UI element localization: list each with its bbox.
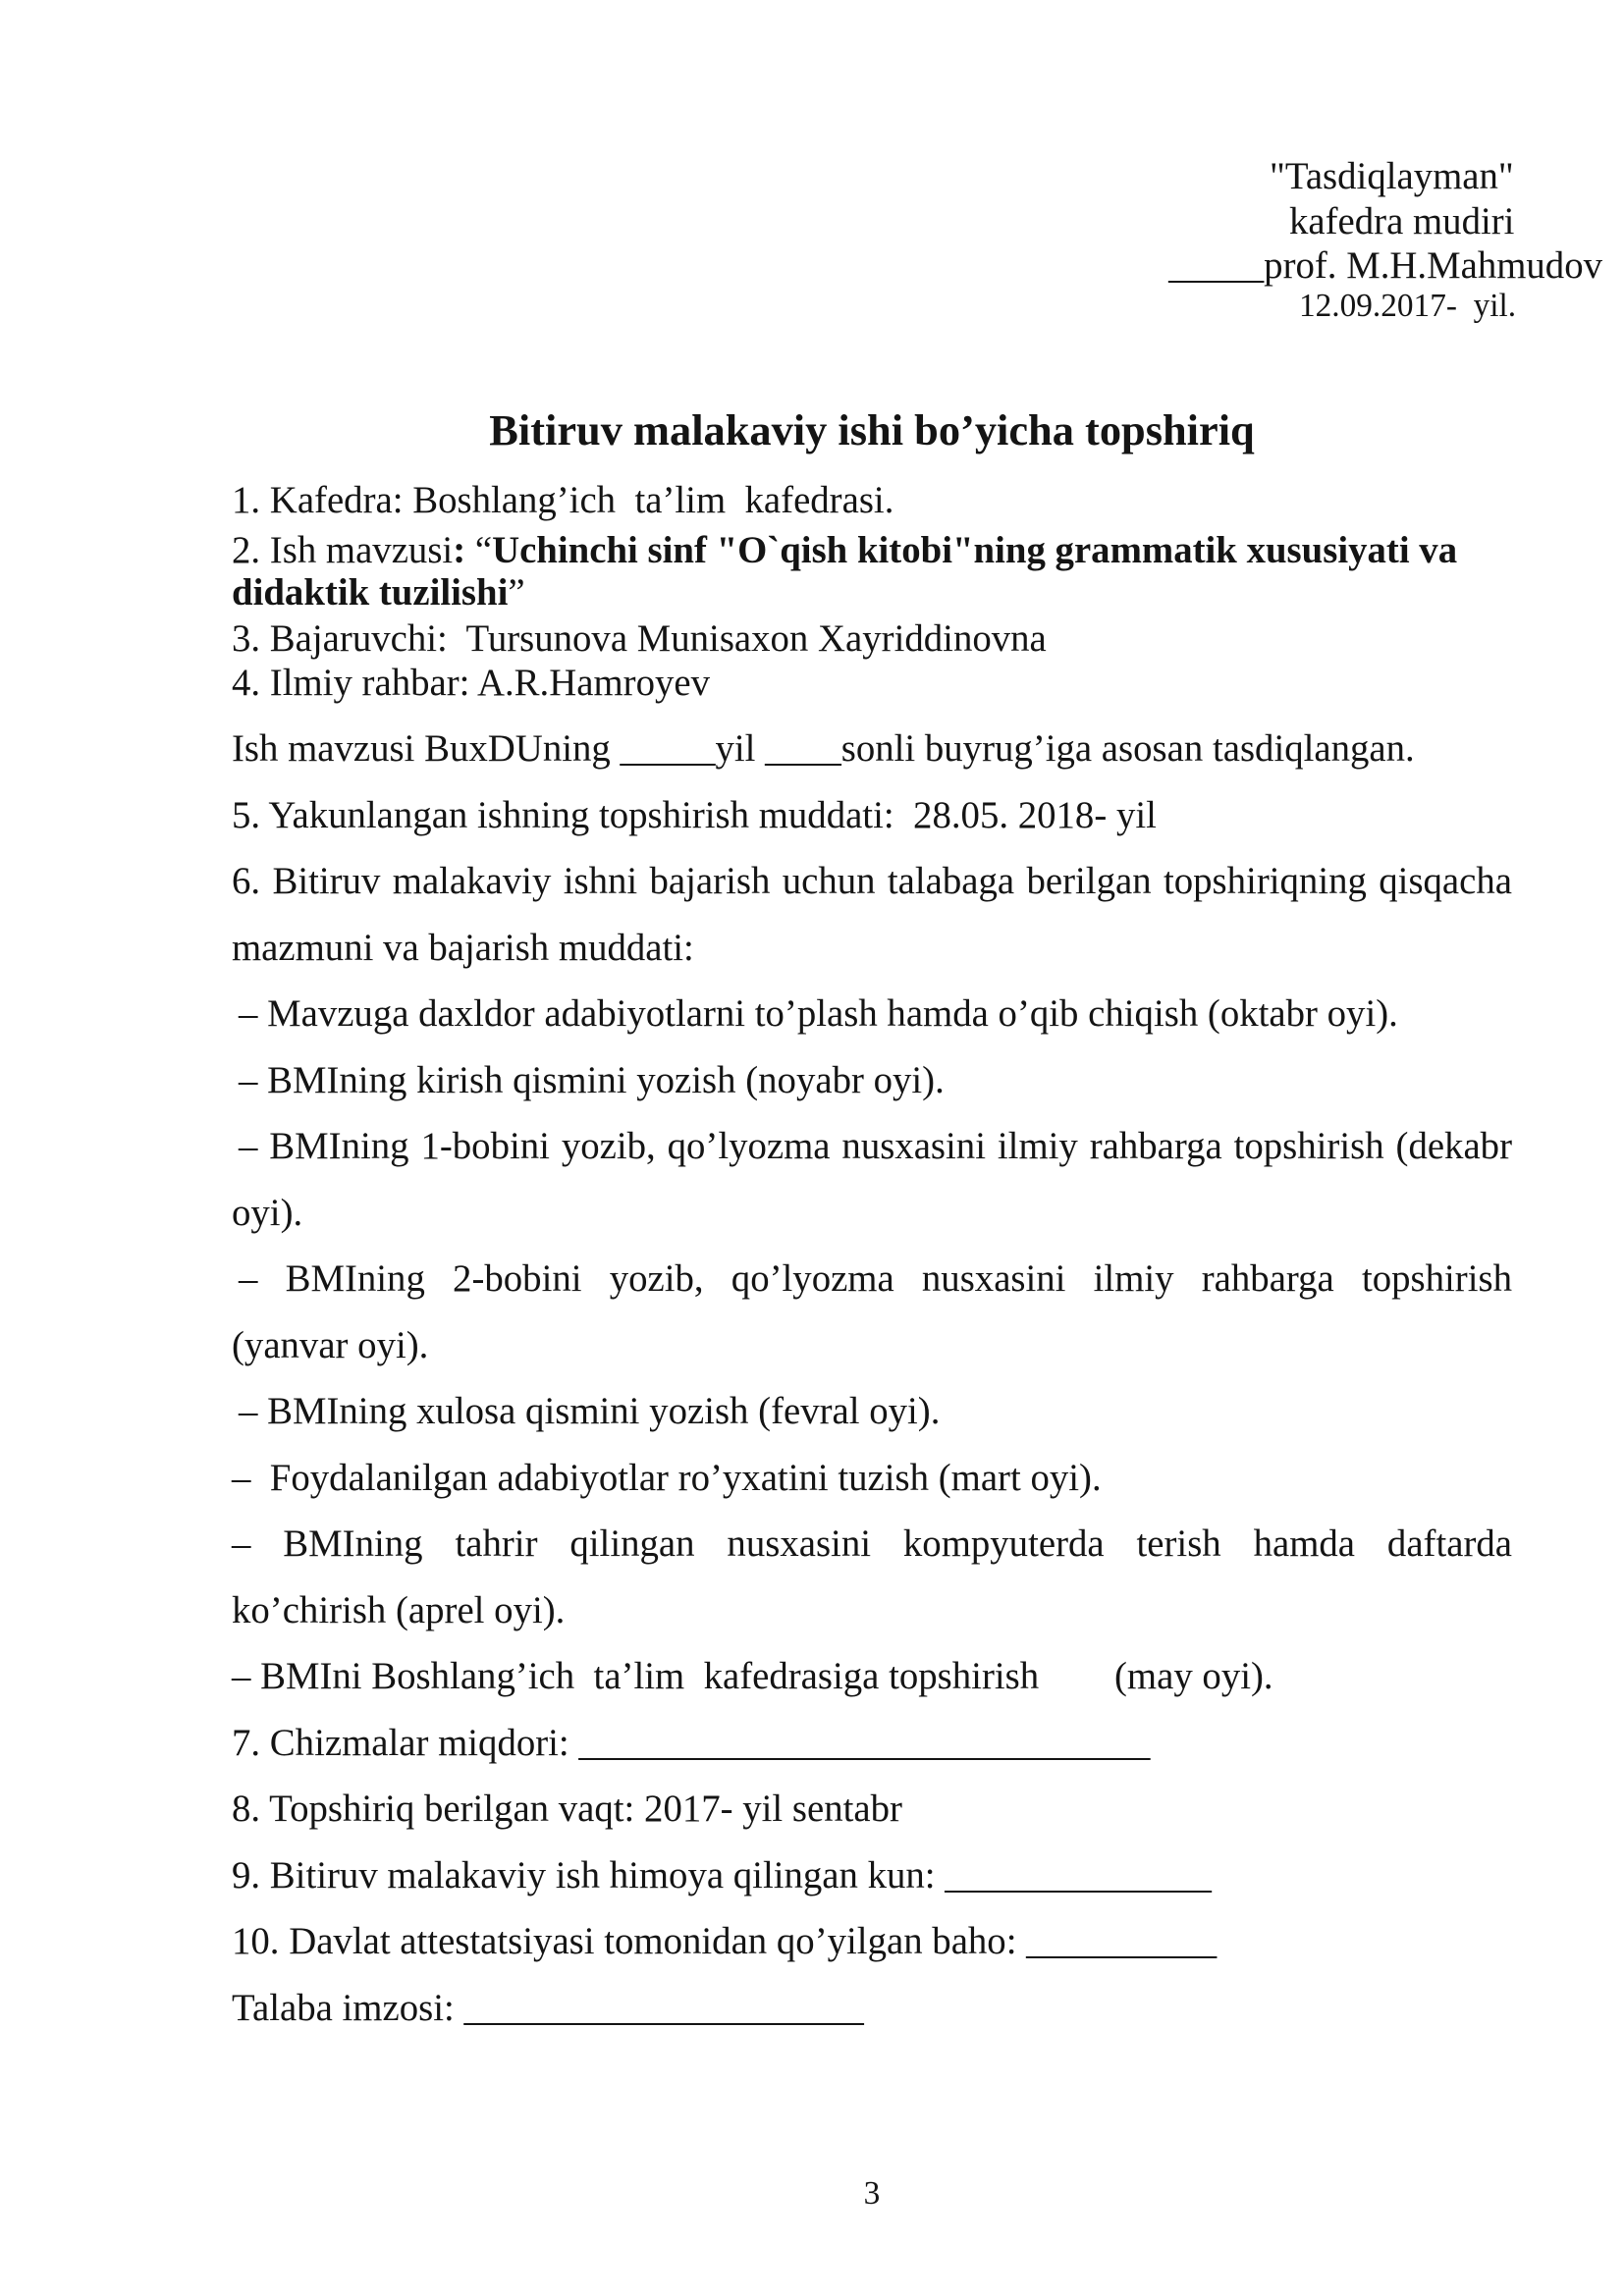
approval-position: kafedra mudiri bbox=[1289, 200, 1515, 242]
task-item-period: (may oyi). bbox=[1114, 1655, 1273, 1697]
task-item: – BMIning 2-bobini yozib, qo’lyozma nusxasini ilmiy rahbarga topshirish bbox=[239, 1257, 1512, 1300]
field-supervisor: 4. Ilmiy rahbar: A.R.Hamroyev bbox=[232, 662, 711, 704]
topic-text-2: didaktik tuzilishi bbox=[232, 571, 509, 614]
topic-label: 2. Ish mavzusi bbox=[232, 529, 454, 571]
content-heading-line-1: 6. Bitiruv malakaviy ishni bajarish uchun talabaga berilgan topshiriqning qisqacha bbox=[232, 860, 1512, 902]
topic-text-1: Uchinchi sinf "O`qish kitobi"ning grammatik xususiyati va bbox=[492, 529, 1458, 571]
task-item-continuation: oyi). bbox=[232, 1192, 303, 1234]
field-grade: 10. Davlat attestatsiyasi tomonidan qo’yilgan baho: __________ bbox=[232, 1920, 1218, 1962]
field-deadline: 5. Yakunlangan ishning topshirish muddati: 28.05. 2018- yil bbox=[232, 794, 1157, 836]
approval-heading: "Tasdiqlayman" bbox=[1270, 155, 1514, 197]
document-title: Bitiruv malakaviy ishi bo’yicha topshiriq bbox=[489, 405, 1255, 454]
approval-signature-line: _____prof. M.H.Mahmudov bbox=[1168, 244, 1602, 287]
field-student-signature: Talaba imzosi: _____________________ bbox=[232, 1987, 864, 2029]
task-item: – BMIning 1-bobini yozib, qo’lyozma nusxasini ilmiy rahbarga topshirish (dekabr bbox=[239, 1125, 1512, 1167]
task-item: – BMIning kirish qismini yozish (noyabr oyi). bbox=[239, 1059, 945, 1101]
task-item-last bbox=[232, 1654, 1512, 1699]
topic-close-quote: ” bbox=[508, 571, 525, 614]
field-performer: 3. Bajaruvchi: Tursunova Munisaxon Xayriddinovna bbox=[232, 617, 1047, 660]
field-topic-line-1 bbox=[232, 528, 1457, 573]
task-item: – Mavzuga daxldor adabiyotlarni to’plash hamda o’qib chiqish (oktabr oyi). bbox=[239, 992, 1398, 1035]
task-item: – Foydalanilgan adabiyotlar ro’yxatini tuzish (mart oyi). bbox=[232, 1457, 1102, 1499]
field-approval-order: Ish mavzusi BuxDUning _____yil ____sonli buyrug’iga asosan tasdiqlangan. bbox=[232, 727, 1415, 770]
field-defense-date: 9. Bitiruv malakaviy ish himoya qilingan kun: ______________ bbox=[232, 1854, 1212, 1896]
page-number: 3 bbox=[863, 2175, 881, 2212]
task-item-continuation: (yanvar oyi). bbox=[232, 1324, 429, 1366]
field-drawings-count: 7. Chizmalar miqdori: ______________________________ bbox=[232, 1722, 1151, 1764]
task-item-continuation: ko’chirish (aprel oyi). bbox=[232, 1589, 566, 1631]
field-topic-line-2 bbox=[232, 570, 525, 615]
topic-colon: : bbox=[453, 529, 466, 571]
task-item: – BMIning tahrir qilingan nusxasini kompyuterda terish hamda daftarda bbox=[232, 1522, 1512, 1565]
content-heading-line-2: mazmuni va bajarish muddati: bbox=[232, 927, 694, 969]
task-item: – BMIning xulosa qismini yozish (fevral oyi). bbox=[239, 1390, 941, 1432]
field-department: 1. Kafedra: Boshlang’ich ta’lim kafedrasi. bbox=[232, 479, 894, 521]
approval-date: 12.09.2017- yil. bbox=[1299, 288, 1517, 324]
topic-open-quote: “ bbox=[465, 529, 493, 571]
task-item-text: – BMIni Boshlang’ich ta’lim kafedrasiga topshirish bbox=[232, 1655, 1040, 1697]
field-issued-date: 8. Topshiriq berilgan vaqt: 2017- yil sentabr bbox=[232, 1788, 902, 1830]
